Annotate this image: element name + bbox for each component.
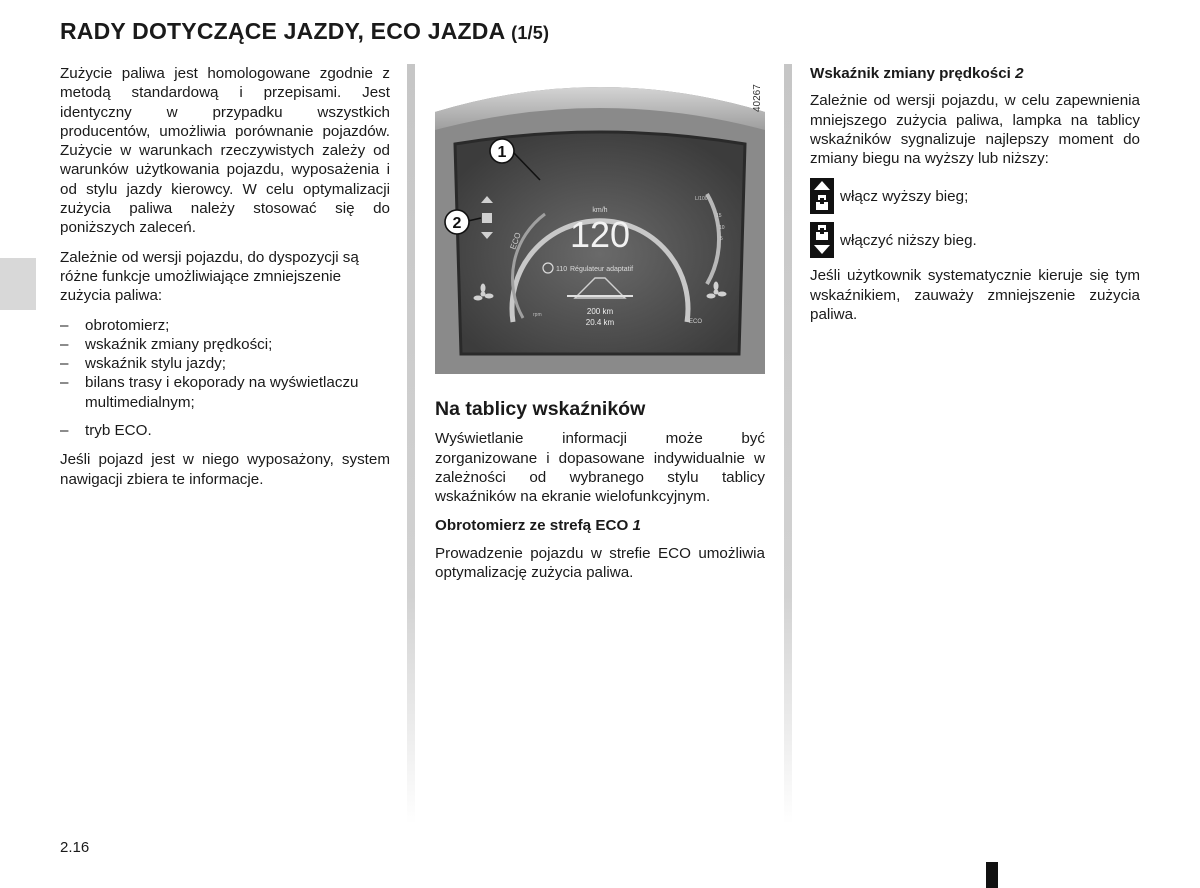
section-tab bbox=[0, 258, 36, 310]
column-left bbox=[60, 64, 390, 499]
speed-unit: km/h bbox=[592, 207, 608, 214]
tachometer-subheading-text: Obrotomierz ze strefą ECO bbox=[435, 517, 629, 535]
instrument-cluster-illustration bbox=[435, 72, 765, 374]
column-right bbox=[810, 64, 1140, 334]
upshift-text: włącz wyższy bieg; bbox=[840, 187, 969, 205]
eco-zone-paragraph: Prowadzenie pojazdu w strefie ECO umożliwia optymalizację zużycia paliwa. bbox=[435, 544, 765, 582]
tachometer-subheading-number: 1 bbox=[632, 517, 641, 535]
downshift-text: włączyć niższy bieg. bbox=[840, 231, 977, 249]
page-number: 2.16 bbox=[60, 839, 90, 856]
gear-indicator-subheading bbox=[810, 64, 1140, 83]
trip-distance-2: 20.4 km bbox=[585, 318, 615, 327]
corner-mark bbox=[986, 862, 998, 888]
section-heading: Na tablicy wskaźników bbox=[435, 398, 646, 420]
navigation-paragraph: Jeśli pojazd jest w niego wyposażony, system nawigacji zbiera te informacje. bbox=[60, 451, 390, 488]
gear-indicator-subheading-number: 2 bbox=[1015, 65, 1024, 82]
intro-paragraph: Zużycie paliwa jest homologowane zgodnie z metodą standardową i przepisami. Jest identyczny w przypadku wszystkich producentów, umożliwia porównanie pojazdów. Zużycie w warunkach rzeczywistych zależy od warunków użytkowania pojazdu, wyposażenia i od stylu jazdy kierowcy. W celu optymalizacji zużycia paliwa należy stosować się do poniższych zaleceń. bbox=[60, 65, 390, 237]
list-item: – bilans trasy i ekoporady na wyświetlaczu multimedialnym; bbox=[60, 373, 390, 412]
column-middle bbox=[435, 400, 765, 592]
list-item: – wskaźnik zmiany prędkości; bbox=[60, 335, 390, 354]
downshift-icon bbox=[810, 222, 834, 258]
page-title bbox=[60, 18, 549, 45]
consumption-tick: 15 bbox=[716, 213, 722, 219]
tachometer-subheading bbox=[435, 516, 765, 535]
trip-distance-1: 200 km bbox=[586, 307, 614, 316]
gear-indicator-paragraph: Zależnie od wersji pojazdu, w celu zapewnienia mniejszego zużycia paliwa, lampka na tablicy wskaźników sygnalizuje najlepszy moment do zmiany biegu na wyższy lub niższy: bbox=[810, 92, 1140, 168]
list-item: – obrotomierz; bbox=[60, 316, 390, 335]
gear-indicator-subheading-text: Wskaźnik zmiany prędkości bbox=[810, 65, 1011, 82]
list-item: – tryb ECO. bbox=[60, 421, 390, 440]
speed-value: 120 bbox=[569, 214, 631, 255]
page-title-text: RADY DOTYCZĄCE JAZDY, ECO JAZDA bbox=[60, 18, 505, 44]
upshift-row bbox=[810, 178, 1140, 214]
eco-zone-label: ECO bbox=[508, 231, 523, 251]
consumption-tick: 10 bbox=[719, 225, 725, 231]
cruise-value: 110 bbox=[556, 266, 568, 273]
list-item: – wskaźnik stylu jazdy; bbox=[60, 354, 390, 373]
page-title-part: (1/5) bbox=[511, 23, 550, 43]
functions-paragraph: Zależnie od wersji pojazdu, do dyspozycji są różne funkcje umożliwiające zmniejszenie zużycia paliwa: bbox=[60, 248, 359, 305]
display-paragraph: Wyświetlanie informacji może być zorganizowane i dopasowane indywidualnie w zależności od wybranego stylu tablicy wskaźników na ekranie wielofunkcyjnym. bbox=[435, 430, 765, 506]
upshift-icon bbox=[810, 178, 834, 214]
gear-advice-paragraph: Jeśli użytkownik systematycznie kieruje się tym wskaźnikiem, zauważy zmniejszenie zużycia paliwa. bbox=[810, 267, 1140, 324]
callout-2-number: 2 bbox=[452, 215, 462, 232]
downshift-row bbox=[810, 222, 1140, 258]
cruise-text: Régulateur adaptatif bbox=[570, 266, 634, 273]
figure-reference-number: 40267 bbox=[752, 84, 763, 112]
gear-shift-icon bbox=[482, 213, 492, 223]
column-divider-right bbox=[784, 64, 792, 824]
consumption-tick: 5 bbox=[720, 236, 723, 242]
functions-list bbox=[60, 316, 390, 441]
eco-mode-label: ECO bbox=[689, 319, 703, 325]
callout-1-number: 1 bbox=[497, 144, 507, 161]
column-divider-left bbox=[407, 64, 415, 824]
rpm-label: rpm bbox=[533, 312, 542, 318]
consumption-unit: L/100 bbox=[695, 196, 708, 202]
